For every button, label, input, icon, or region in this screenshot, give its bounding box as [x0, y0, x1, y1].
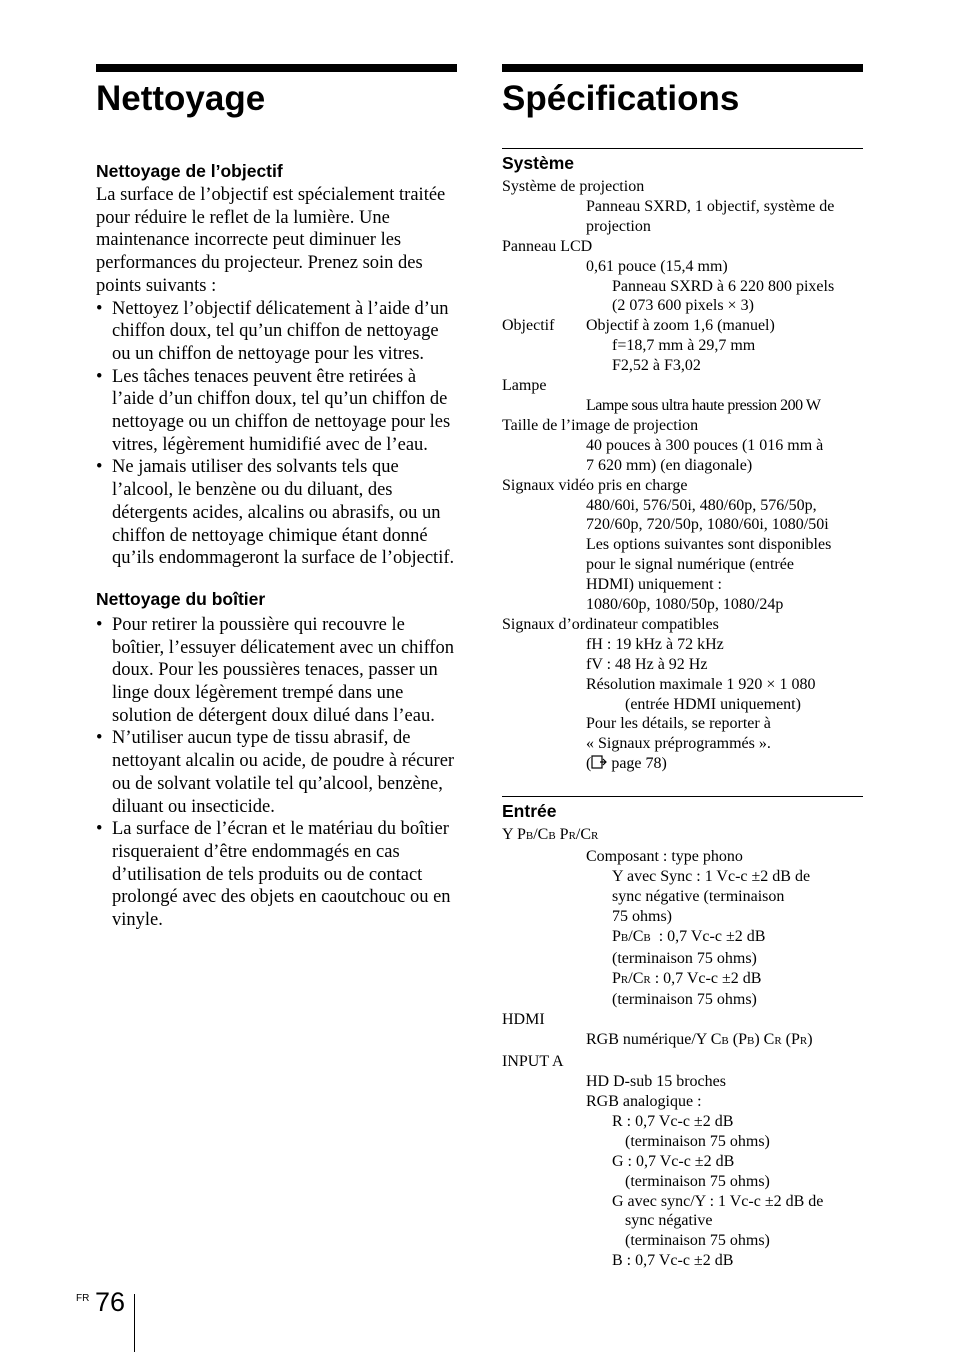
page-reference-icon: [591, 755, 607, 769]
lens-intro: La surface de l’objectif est spécialement traitée pour réduire le reflet de la lumière. Une maintenance incorrecte peut diminuer les performances du projecteur. Prenez soin des points suivants :: [96, 185, 446, 296]
label-part: B: [548, 830, 556, 843]
spec-value: sync négative (terminaison: [612, 887, 785, 905]
value-part: B: [620, 931, 629, 944]
spec-label: Signaux d’ordinateur compatibles: [502, 615, 719, 633]
spec-value: (terminaison 75 ohms): [612, 991, 757, 1009]
spec-value: Panneau SXRD, 1 objectif, système de: [586, 197, 835, 215]
spec-value: 1080/60p, 1080/50p, 1080/24p: [586, 596, 784, 614]
spec-value: HDMI) uniquement :: [586, 576, 722, 594]
spec-value: (2 073 600 pixels × 3): [612, 297, 754, 315]
spec-label: INPUT A: [502, 1053, 564, 1071]
label-part: Y P: [502, 826, 526, 844]
language-code: FR: [76, 1293, 90, 1304]
page-reference-text: page 78): [611, 755, 667, 773]
label-part: B: [525, 830, 534, 843]
spec-value: (terminaison 75 ohms): [612, 949, 757, 967]
label-part: /C: [533, 826, 549, 844]
list-item: • Nettoyez l’objectif délicatement à l’aide d’un chiffon doux, tel qu’un chiffon de nettoyage ou un chiffon de nettoyage pour les vitres.: [96, 298, 457, 366]
cleaning-column: [96, 64, 457, 932]
spec-value: Résolution maximale 1 920 × 1 080: [586, 675, 816, 693]
spec-label: Taille de l’image de projection: [502, 416, 699, 434]
spec-value: f=18,7 mm à 29,7 mm: [612, 337, 756, 355]
spec-value: 7 620 mm) (en diagonale): [586, 456, 753, 474]
label-part: P: [555, 826, 569, 844]
spec-row: [502, 316, 863, 336]
spec-label: Objectif: [502, 317, 555, 335]
input-spec-list: [502, 825, 863, 1271]
section-heading-input: Entrée: [502, 801, 557, 822]
spec-label: HDMI: [502, 1011, 545, 1029]
value-part: R: [774, 1035, 782, 1048]
page-title-specifications: Spécifications: [502, 79, 740, 118]
spec-value: HD D-sub 15 broches: [586, 1073, 726, 1091]
spec-value: (entrée HDMI uniquement): [625, 695, 801, 713]
page-folio: [76, 1286, 136, 1352]
spec-label: Panneau LCD: [502, 237, 593, 255]
value-part: P: [612, 969, 621, 987]
title-bar: [96, 64, 457, 72]
label-part: /C: [575, 826, 592, 844]
value-part: R: [643, 973, 651, 986]
value-part: RGB numérique/Y C: [586, 1031, 722, 1049]
value-part: B: [746, 1035, 755, 1048]
cabinet-bullet-list: [96, 614, 457, 932]
spec-value: 0,61 pouce (15,4 mm): [586, 257, 728, 275]
spec-label: Signaux vidéo pris en charge: [502, 476, 688, 494]
value-part: P: [612, 927, 621, 945]
spec-value: (terminaison 75 ohms): [625, 1172, 770, 1190]
title-bar: [502, 64, 863, 72]
spec-value: (terminaison 75 ohms): [625, 1232, 770, 1250]
spec-label-ypbpr: [502, 825, 863, 847]
spec-value: pour le signal numérique (entrée: [586, 556, 794, 574]
page-number: 76: [95, 1287, 126, 1317]
value-part: R: [799, 1035, 808, 1048]
value-part: B: [721, 1035, 729, 1048]
spec-value-hdmi: [502, 1030, 863, 1052]
list-item: • N’utiliser aucun type de tissu abrasif, de nettoyant alcalin ou acide, de poudre à récurer ou de solvant volatile tel qu’alcool, benzène, diluant ou insecticide.: [96, 727, 457, 818]
spec-value-pb: [502, 927, 863, 949]
spec-value: sync négative: [625, 1212, 713, 1230]
list-item: • Pour retirer la poussière qui recouvre le boîtier, l’essuyer délicatement avec un chiffon doux. Pour les poussières tenaces, passer un linge doux légèrement trempé dans une solution de détergent doux dilué dans l’eau.: [96, 614, 457, 728]
section-rule: [502, 148, 863, 149]
label-part: R: [591, 830, 599, 843]
spec-value: fV : 48 Hz à 92 Hz: [586, 655, 708, 673]
value-part: : 0,7 Vc-c ±2 dB: [650, 969, 762, 987]
spec-value: fH : 19 kHz à 72 kHz: [586, 635, 724, 653]
value-part: (P: [728, 1031, 747, 1049]
system-spec-list: [502, 177, 863, 774]
value-part: ) C: [754, 1031, 775, 1049]
spec-value: 40 pouces à 300 pouces (1 016 mm à: [586, 436, 824, 454]
section-heading-cabinet: Nettoyage du boîtier: [96, 588, 266, 609]
spec-value: Y avec Sync : 1 Vc-c ±2 dB de: [612, 868, 811, 885]
value-part: R: [620, 973, 629, 986]
spec-value: G avec sync/Y : 1 Vc-c ±2 dB de: [612, 1192, 824, 1210]
section-heading-system: Système: [502, 153, 574, 173]
spec-value: « Signaux préprogrammés ».: [586, 735, 771, 753]
spec-value: Objectif à zoom 1,6 (manuel): [586, 317, 775, 335]
spec-value: Panneau SXRD à 6 220 800 pixels: [612, 277, 835, 295]
value-part: B: [643, 931, 651, 944]
lens-bullet-list: [96, 298, 457, 570]
value-part: (P: [781, 1031, 800, 1049]
spec-value: RGB analogique :: [586, 1092, 702, 1110]
spec-value: Les options suivantes sont disponibles: [586, 536, 832, 554]
spec-value: R : 0,7 Vc-c ±2 dB: [612, 1112, 734, 1130]
spec-value-pr: [502, 969, 863, 991]
spec-label: Lampe: [502, 377, 547, 395]
spec-value: F2,52 à F3,02: [612, 357, 701, 375]
spec-value: G : 0,7 Vc-c ±2 dB: [612, 1152, 735, 1170]
spec-value: Pour les détails, se reporter à: [586, 715, 771, 733]
specifications-column: [502, 64, 863, 1271]
list-item: • Les tâches tenaces peuvent être retirées à l’aide d’un chiffon doux, tel qu’un chiffon de nettoyage ou un chiffon de nettoyage pour les vitres, légèrement humidifié avec de l’eau.: [96, 366, 457, 457]
section-heading-lens: Nettoyage de l’objectif: [96, 161, 283, 181]
spec-value: 480/60i, 576/50i, 480/60p, 576/50p,: [586, 496, 817, 514]
spec-value: 75 ohms): [612, 907, 672, 925]
value-part: : 0,7 Vc-c ±2 dB: [650, 927, 766, 945]
section-rule: [502, 796, 863, 797]
spec-value: projection: [586, 217, 651, 235]
list-item: • Ne jamais utiliser des solvants tels que l’alcool, le benzène ou du diluant, des détergents acides, alcalins ou abrasifs, ou un chiffon de nettoyage chimique étant donné qu’ils endommageront la surface de l’objectif.: [96, 456, 457, 570]
spec-label: Système de projection: [502, 178, 645, 195]
list-item: • La surface de l’écran et le matériau du boîtier risqueraient d’être endommagés en cas d’utilisation de tels produits ou de contact prolongé avec des objets en caoutchouc ou en vinyle.: [96, 818, 457, 932]
folio-divider: [134, 1294, 135, 1352]
page-reference: ( page 78): [586, 755, 667, 773]
value-part: /C: [628, 927, 644, 945]
label-part: R: [568, 830, 576, 843]
value-part: ): [807, 1031, 813, 1049]
spec-value: (terminaison 75 ohms): [625, 1132, 770, 1150]
page-title-cleaning: Nettoyage: [96, 79, 266, 118]
spec-value: B : 0,7 Vc-c ±2 dB: [612, 1252, 734, 1270]
value-part: /C: [628, 969, 644, 987]
spec-value: 720/60p, 720/50p, 1080/60i, 1080/50i: [586, 516, 829, 534]
spec-value: Composant : type phono: [586, 848, 743, 866]
spec-value: Lampe sous ultra haute pression 200 W: [586, 396, 821, 414]
